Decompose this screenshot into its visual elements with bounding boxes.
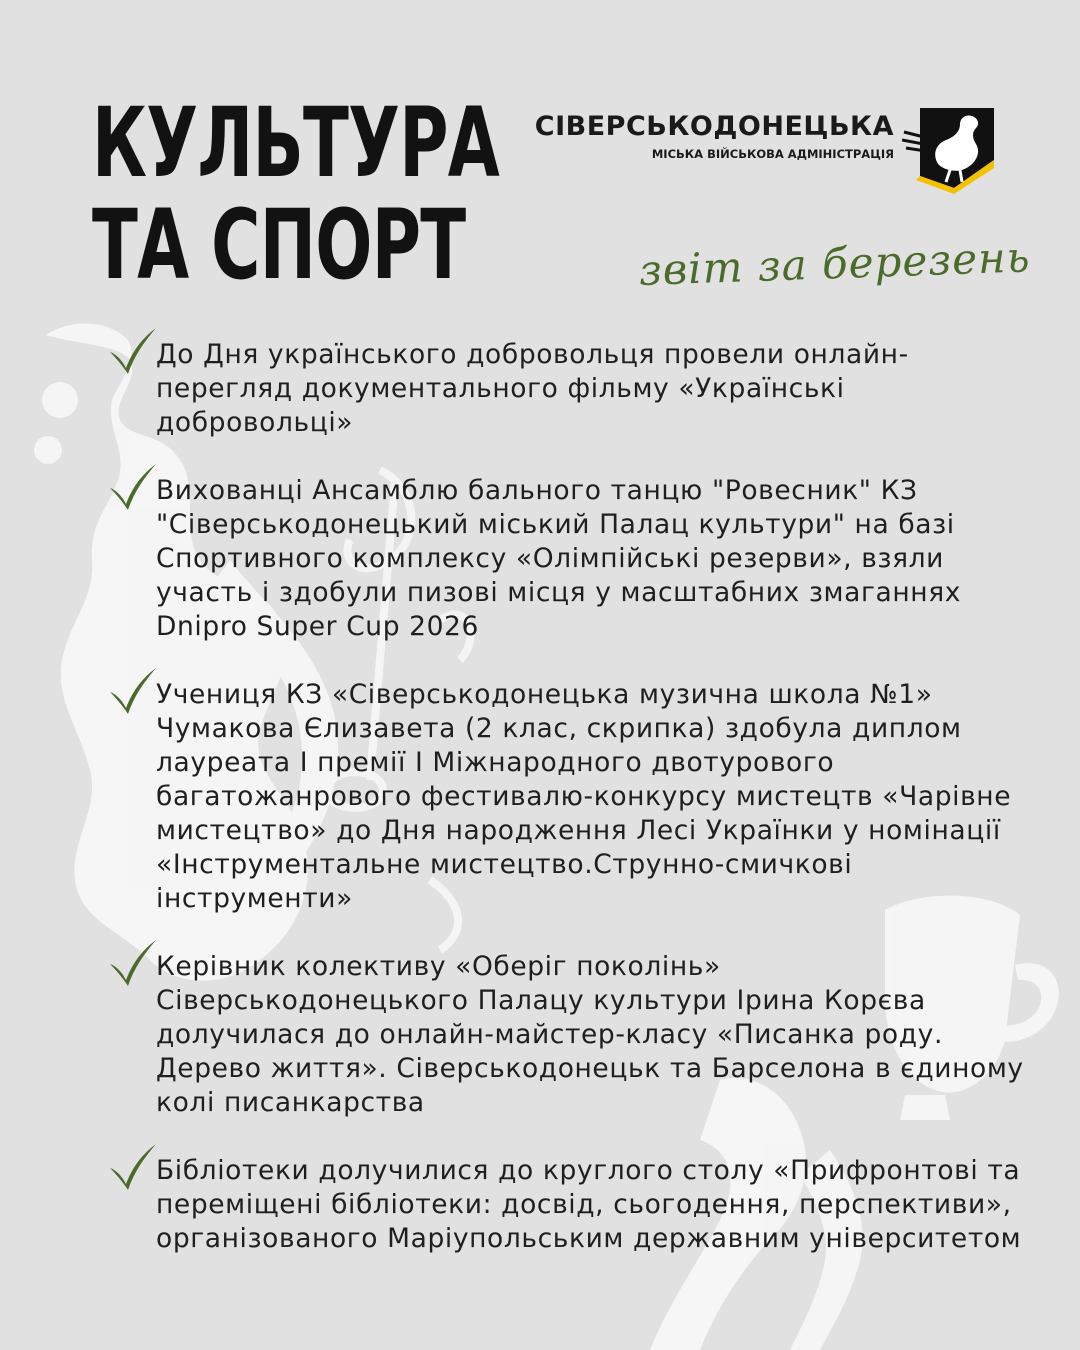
- check-icon: [106, 460, 158, 512]
- title-line-1: КУЛЬТУРА: [92, 87, 500, 199]
- list-item: [104, 950, 1024, 1120]
- check-icon: [106, 936, 158, 988]
- org-subtitle: МІСЬКА ВІЙСЬКОВА АДМІНІСТРАЦІЯ: [651, 147, 894, 161]
- check-icon: [106, 664, 158, 716]
- list-item-text: До Дня українського добровольця провели онлайн-перегляд документального фільму «Українські добровольці»: [156, 339, 909, 438]
- bird-emblem-icon: [902, 104, 998, 194]
- list-item-text: Бібліотеки долучилися до круглого столу «Прифронтові та переміщені бібліотеки: досвід, сьогодення, перспективи», організованого Маріупольським державним університетом: [156, 1155, 1022, 1254]
- list-item: [104, 678, 1024, 916]
- list-item: [104, 1154, 1024, 1256]
- check-icon: [106, 324, 158, 376]
- list-item: [104, 338, 1024, 440]
- list-item-text: Учениця КЗ «Сіверськодонецька музична школа №1» Чумакова Єлизавета (2 клас, скрипка) здобула диплом лауреата І премії І Міжнародного двотурового багатожанрового фестивалю-конкурсу мистецтв «Чарівне мистецтво» до Дня народження Лесі Українки у номінації «Інструментальне мистецтво.Струнно-смичкові інструменти»: [156, 679, 1012, 914]
- org-logo-text: [535, 112, 894, 162]
- list-item: [104, 474, 1024, 644]
- report-list: [104, 338, 1024, 1290]
- title-line-2: ТА СПОРТ: [92, 189, 466, 301]
- page-title: [92, 87, 500, 301]
- list-item-text: Вихованці Ансамблю бального танцю "Ровесник" КЗ "Сіверськодонецький міський Палац культури" на базі Спортивного комплексу «Олімпійські резерви», взяли участь і здобули пизові місця у масштабних змаганнях Dnipro Super Cup 2026: [156, 475, 962, 642]
- check-icon: [106, 1140, 158, 1192]
- org-name: СІВЕРСЬКОДОНЕЦЬКА: [534, 111, 894, 142]
- list-item-text: Керівник колективу «Оберіг поколінь» Сіверськодонецького Палацу культури Ірина Корєва долучилася до онлайн-майстер-класу «Писанка роду. Дерево життя». Сіверськодонецьк та Барселона в єдиному колі писанкарства: [156, 951, 1024, 1118]
- report-subtitle: звіт за березень: [638, 232, 1032, 295]
